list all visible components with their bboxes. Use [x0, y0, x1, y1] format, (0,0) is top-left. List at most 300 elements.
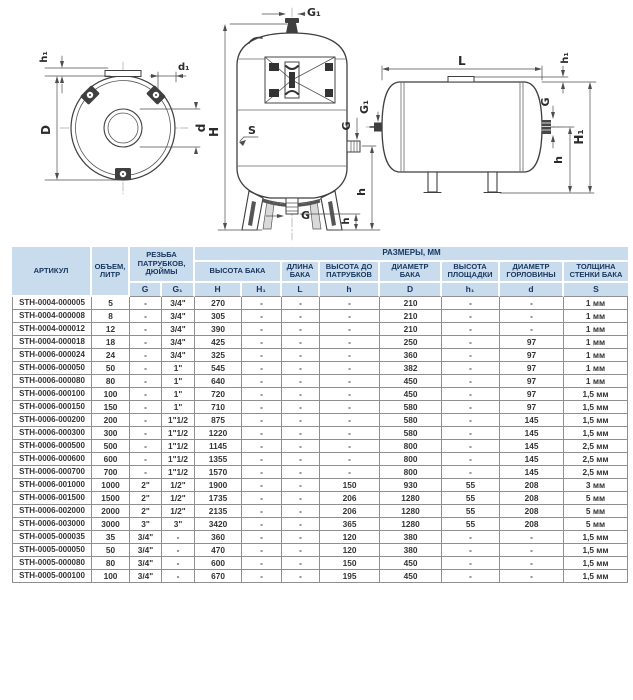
dim-label-d1: d₁	[178, 62, 190, 73]
cell-neck-d: -	[500, 544, 564, 557]
cell-neck-d: -	[500, 323, 564, 336]
cell-nozzle-h: -	[320, 427, 380, 440]
table-row	[12, 401, 628, 414]
cell-nozzle-h: 365	[320, 518, 380, 531]
cell-thread-g1: 1"1/2	[162, 466, 195, 479]
cell-platform-h1: -	[442, 362, 500, 375]
cell-length-l: -	[282, 414, 320, 427]
cell-volume: 100	[92, 570, 130, 583]
cell-height-h: 545	[195, 362, 242, 375]
cell-volume: 50	[92, 544, 130, 557]
spec-table-body	[12, 297, 628, 583]
cell-article: STH-0005-000050	[12, 544, 92, 557]
table-row	[12, 375, 628, 388]
cell-height-h1: -	[242, 518, 282, 531]
cell-neck-d: 208	[500, 518, 564, 531]
cell-height-h1: -	[242, 336, 282, 349]
symbol-H: H	[195, 283, 242, 297]
product-label	[265, 57, 335, 103]
table-row	[12, 570, 628, 583]
cell-height-h1: -	[242, 492, 282, 505]
table-row	[12, 479, 628, 492]
table-row	[12, 453, 628, 466]
cell-height-h: 360	[195, 531, 242, 544]
cell-length-l: -	[282, 323, 320, 336]
cell-thread-g: -	[130, 440, 162, 453]
cell-length-l: -	[282, 557, 320, 570]
cell-wall-s: 1 мм	[564, 375, 628, 388]
dim-label-h-right: h	[552, 156, 565, 164]
cell-article: STH-0004-000018	[12, 336, 92, 349]
cell-height-h1: -	[242, 323, 282, 336]
header-tank-height: ВЫСОТА БАКА	[195, 262, 282, 283]
cell-article: STH-0006-000200	[12, 414, 92, 427]
header-tank-length: ДЛИНА БАКА	[282, 262, 320, 283]
table-row	[12, 466, 628, 479]
cell-height-h1: -	[242, 544, 282, 557]
cell-platform-h1: -	[442, 336, 500, 349]
cell-neck-d: 145	[500, 440, 564, 453]
cell-length-l: -	[282, 492, 320, 505]
cell-diameter-d: 450	[380, 375, 442, 388]
cell-thread-g: -	[130, 362, 162, 375]
cell-platform-h1: -	[442, 349, 500, 362]
cell-neck-d: 97	[500, 362, 564, 375]
cell-wall-s: 1 мм	[564, 336, 628, 349]
cell-platform-h1: -	[442, 414, 500, 427]
cell-nozzle-h: 195	[320, 570, 380, 583]
cell-platform-h1: -	[442, 427, 500, 440]
cell-wall-s: 1,5 мм	[564, 401, 628, 414]
symbol-L: L	[282, 283, 320, 297]
cell-thread-g: -	[130, 375, 162, 388]
cell-wall-s: 1,5 мм	[564, 414, 628, 427]
cell-neck-d: -	[500, 310, 564, 323]
cell-height-h: 425	[195, 336, 242, 349]
cell-thread-g1: -	[162, 531, 195, 544]
cell-platform-h1: -	[442, 297, 500, 310]
cell-height-h1: -	[242, 479, 282, 492]
cell-diameter-d: 800	[380, 440, 442, 453]
cell-length-l: -	[282, 453, 320, 466]
table-row	[12, 544, 628, 557]
cell-volume: 1500	[92, 492, 130, 505]
header-article: АРТИКУЛ	[12, 247, 92, 297]
header-height-to-nozzles: ВЫСОТА ДО ПАТРУБКОВ	[320, 262, 380, 283]
cell-length-l: -	[282, 349, 320, 362]
header-platform-height: ВЫСОТА ПЛОЩАДКИ	[442, 262, 500, 283]
cell-thread-g: -	[130, 427, 162, 440]
cell-nozzle-h: -	[320, 401, 380, 414]
cell-thread-g1: 1"1/2	[162, 440, 195, 453]
table-row	[12, 427, 628, 440]
cell-thread-g: 3/4"	[130, 531, 162, 544]
cell-volume: 150	[92, 401, 130, 414]
cell-thread-g: -	[130, 323, 162, 336]
cell-volume: 300	[92, 427, 130, 440]
dim-label-G-side: G	[340, 121, 353, 131]
cell-height-h: 1570	[195, 466, 242, 479]
cell-wall-s: 1,5 мм	[564, 388, 628, 401]
cell-diameter-d: 1280	[380, 518, 442, 531]
table-row	[12, 336, 628, 349]
cell-wall-s: 1 мм	[564, 297, 628, 310]
cell-nozzle-h: 150	[320, 557, 380, 570]
cell-height-h1: -	[242, 570, 282, 583]
cell-volume: 80	[92, 557, 130, 570]
table-row	[12, 310, 628, 323]
cell-thread-g1: 3/4"	[162, 297, 195, 310]
cell-height-h1: -	[242, 362, 282, 375]
cell-height-h: 1220	[195, 427, 242, 440]
cell-wall-s: 1,5 мм	[564, 557, 628, 570]
cell-volume: 2000	[92, 505, 130, 518]
cell-neck-d: 97	[500, 401, 564, 414]
table-row	[12, 323, 628, 336]
cell-diameter-d: 450	[380, 388, 442, 401]
table-row	[12, 362, 628, 375]
cell-volume: 700	[92, 466, 130, 479]
cell-platform-h1: -	[442, 388, 500, 401]
cell-thread-g1: 1/2"	[162, 505, 195, 518]
vertical-tank-drawing	[207, 6, 380, 240]
cell-volume: 12	[92, 323, 130, 336]
cell-diameter-d: 250	[380, 336, 442, 349]
cell-wall-s: 1 мм	[564, 310, 628, 323]
cell-thread-g1: 3/4"	[162, 349, 195, 362]
header-dimensions: РАЗМЕРЫ, ММ	[195, 247, 628, 262]
cell-thread-g: 2"	[130, 492, 162, 505]
cell-length-l: -	[282, 518, 320, 531]
symbol-H1: H₁	[242, 283, 282, 297]
cell-height-h: 305	[195, 310, 242, 323]
cell-height-h: 720	[195, 388, 242, 401]
cell-length-l: -	[282, 479, 320, 492]
cell-height-h: 1900	[195, 479, 242, 492]
cell-neck-d: 97	[500, 336, 564, 349]
cell-height-h1: -	[242, 427, 282, 440]
cell-diameter-d: 580	[380, 427, 442, 440]
cell-neck-d: -	[500, 531, 564, 544]
spec-table	[12, 247, 628, 583]
cell-nozzle-h: -	[320, 297, 380, 310]
cell-diameter-d: 450	[380, 557, 442, 570]
cell-thread-g1: 1"	[162, 362, 195, 375]
cell-article: STH-0006-000150	[12, 401, 92, 414]
cell-diameter-d: 580	[380, 414, 442, 427]
cell-article: STH-0006-001000	[12, 479, 92, 492]
cell-thread-g: -	[130, 297, 162, 310]
cell-nozzle-h: 120	[320, 531, 380, 544]
cell-height-h: 670	[195, 570, 242, 583]
cell-nozzle-h: -	[320, 375, 380, 388]
cell-diameter-d: 450	[380, 570, 442, 583]
cell-thread-g1: 3/4"	[162, 336, 195, 349]
cell-platform-h1: -	[442, 570, 500, 583]
dim-label-d: d	[194, 123, 208, 133]
cell-article: STH-0006-000100	[12, 388, 92, 401]
cell-diameter-d: 380	[380, 544, 442, 557]
cell-article: STH-0006-001500	[12, 492, 92, 505]
cell-nozzle-h: -	[320, 388, 380, 401]
cell-thread-g1: -	[162, 544, 195, 557]
cell-thread-g: -	[130, 349, 162, 362]
cell-platform-h1: -	[442, 466, 500, 479]
cell-length-l: -	[282, 388, 320, 401]
cell-height-h: 390	[195, 323, 242, 336]
dim-label-h1-top: h₁	[39, 51, 50, 63]
cell-height-h1: -	[242, 414, 282, 427]
dim-label-h-bottom: h	[341, 217, 352, 225]
cell-diameter-d: 930	[380, 479, 442, 492]
cell-nozzle-h: -	[320, 453, 380, 466]
cell-wall-s: 5 мм	[564, 492, 628, 505]
cell-height-h1: -	[242, 466, 282, 479]
cell-length-l: -	[282, 505, 320, 518]
cell-nozzle-h: 120	[320, 544, 380, 557]
cell-thread-g1: 1"	[162, 375, 195, 388]
cell-article: STH-0004-000012	[12, 323, 92, 336]
cell-length-l: -	[282, 375, 320, 388]
cell-height-h1: -	[242, 310, 282, 323]
cell-thread-g1: 1/2"	[162, 492, 195, 505]
cell-diameter-d: 580	[380, 401, 442, 414]
cell-article: STH-0006-003000	[12, 518, 92, 531]
cell-thread-g: -	[130, 310, 162, 323]
cell-height-h: 2135	[195, 505, 242, 518]
header-volume: ОБЪЕМ, ЛИТР	[92, 247, 130, 297]
cell-length-l: -	[282, 336, 320, 349]
table-row	[12, 388, 628, 401]
cell-platform-h1: -	[442, 323, 500, 336]
cell-thread-g: 3/4"	[130, 557, 162, 570]
cell-diameter-d: 210	[380, 323, 442, 336]
cell-platform-h1: -	[442, 453, 500, 466]
cell-platform-h1: -	[442, 531, 500, 544]
cell-wall-s: 5 мм	[564, 518, 628, 531]
dim-label-H1: H₁	[572, 129, 586, 145]
cell-volume: 5	[92, 297, 130, 310]
cell-nozzle-h: 206	[320, 492, 380, 505]
cell-length-l: -	[282, 427, 320, 440]
cell-platform-h1: -	[442, 544, 500, 557]
dim-label-H: H	[207, 126, 221, 138]
cell-diameter-d: 210	[380, 297, 442, 310]
cell-platform-h1: 55	[442, 479, 500, 492]
cell-volume: 200	[92, 414, 130, 427]
cell-height-h: 710	[195, 401, 242, 414]
cell-wall-s: 2,5 мм	[564, 466, 628, 479]
dim-label-h1-right: h₁	[560, 52, 571, 64]
cell-length-l: -	[282, 466, 320, 479]
cell-article: STH-0006-000080	[12, 375, 92, 388]
cell-height-h: 1355	[195, 453, 242, 466]
cell-height-h: 270	[195, 297, 242, 310]
cell-wall-s: 2,5 мм	[564, 453, 628, 466]
cell-platform-h1: 55	[442, 492, 500, 505]
cell-height-h1: -	[242, 375, 282, 388]
cell-thread-g: 2"	[130, 505, 162, 518]
cell-neck-d: 145	[500, 453, 564, 466]
cell-height-h: 470	[195, 544, 242, 557]
cell-diameter-d: 210	[380, 310, 442, 323]
cell-wall-s: 1,5 мм	[564, 544, 628, 557]
cell-thread-g: -	[130, 414, 162, 427]
cell-neck-d: 145	[500, 414, 564, 427]
cell-neck-d: 208	[500, 505, 564, 518]
horizontal-tank-drawing	[358, 52, 596, 193]
cell-height-h1: -	[242, 388, 282, 401]
cell-volume: 8	[92, 310, 130, 323]
cell-neck-d: 145	[500, 466, 564, 479]
cell-wall-s: 1,5 мм	[564, 570, 628, 583]
cell-height-h1: -	[242, 557, 282, 570]
cell-nozzle-h: -	[320, 466, 380, 479]
cell-platform-h1: 55	[442, 518, 500, 531]
cell-thread-g: -	[130, 466, 162, 479]
cell-thread-g1: -	[162, 570, 195, 583]
dim-label-G1-top: G₁	[307, 6, 321, 19]
cell-volume: 3000	[92, 518, 130, 531]
dim-label-D: D	[39, 125, 53, 135]
header-neck-diameter: ДИАМЕТР ГОРЛОВИНЫ	[500, 262, 564, 283]
cell-thread-g: -	[130, 453, 162, 466]
cell-height-h1: -	[242, 440, 282, 453]
table-row	[12, 297, 628, 310]
cell-platform-h1: 55	[442, 505, 500, 518]
cell-thread-g: 3"	[130, 518, 162, 531]
cell-thread-g: 2"	[130, 479, 162, 492]
cell-height-h: 1735	[195, 492, 242, 505]
cell-neck-d: 97	[500, 375, 564, 388]
cell-neck-d: 208	[500, 492, 564, 505]
symbol-G: G	[130, 283, 162, 297]
cell-platform-h1: -	[442, 401, 500, 414]
cell-thread-g: -	[130, 401, 162, 414]
cell-height-h1: -	[242, 505, 282, 518]
symbol-h1: h₁	[442, 283, 500, 297]
cell-volume: 18	[92, 336, 130, 349]
spec-table-header	[12, 247, 628, 297]
cell-volume: 500	[92, 440, 130, 453]
cell-article: STH-0005-000035	[12, 531, 92, 544]
header-tank-diameter: ДИАМЕТР БАКА	[380, 262, 442, 283]
cell-height-h: 640	[195, 375, 242, 388]
cell-nozzle-h: -	[320, 362, 380, 375]
table-row	[12, 518, 628, 531]
cell-nozzle-h: -	[320, 310, 380, 323]
cell-length-l: -	[282, 544, 320, 557]
table-row	[12, 531, 628, 544]
cell-neck-d: 145	[500, 427, 564, 440]
table-row	[12, 505, 628, 518]
cell-diameter-d: 1280	[380, 492, 442, 505]
cell-platform-h1: -	[442, 557, 500, 570]
cell-neck-d: -	[500, 570, 564, 583]
cell-thread-g1: 1/2"	[162, 479, 195, 492]
cell-platform-h1: -	[442, 310, 500, 323]
cell-nozzle-h: 206	[320, 505, 380, 518]
cell-height-h1: -	[242, 349, 282, 362]
cell-article: STH-0006-002000	[12, 505, 92, 518]
cell-diameter-d: 360	[380, 349, 442, 362]
cell-diameter-d: 800	[380, 453, 442, 466]
symbol-S: S	[564, 283, 628, 297]
cell-length-l: -	[282, 401, 320, 414]
cell-thread-g: 3/4"	[130, 544, 162, 557]
cell-nozzle-h: -	[320, 336, 380, 349]
cell-neck-d: -	[500, 297, 564, 310]
cell-thread-g1: 3/4"	[162, 310, 195, 323]
header-thread: РЕЗЬБА ПАТРУБКОВ, ДЮЙМЫ	[130, 247, 195, 283]
cell-wall-s: 1 мм	[564, 362, 628, 375]
cell-platform-h1: -	[442, 375, 500, 388]
symbol-D: D	[380, 283, 442, 297]
cell-wall-s: 1 мм	[564, 349, 628, 362]
cell-length-l: -	[282, 297, 320, 310]
cell-thread-g1: 3"	[162, 518, 195, 531]
symbol-d: d	[500, 283, 564, 297]
table-row	[12, 414, 628, 427]
cell-nozzle-h: -	[320, 414, 380, 427]
cell-wall-s: 1 мм	[564, 323, 628, 336]
technical-drawings	[0, 0, 633, 246]
cell-height-h1: -	[242, 531, 282, 544]
cell-article: STH-0006-000300	[12, 427, 92, 440]
cell-diameter-d: 380	[380, 531, 442, 544]
cell-wall-s: 2,5 мм	[564, 440, 628, 453]
cell-length-l: -	[282, 310, 320, 323]
cell-length-l: -	[282, 362, 320, 375]
cell-article: STH-0006-000024	[12, 349, 92, 362]
table-row	[12, 557, 628, 570]
cell-thread-g1: 1"	[162, 388, 195, 401]
cell-article: STH-0006-000700	[12, 466, 92, 479]
cell-article: STH-0006-000050	[12, 362, 92, 375]
cell-height-h: 1145	[195, 440, 242, 453]
cell-nozzle-h: -	[320, 323, 380, 336]
cell-height-h: 3420	[195, 518, 242, 531]
cell-diameter-d: 800	[380, 466, 442, 479]
cell-diameter-d: 382	[380, 362, 442, 375]
cell-volume: 1000	[92, 479, 130, 492]
cell-length-l: -	[282, 531, 320, 544]
cell-thread-g1: 1"1/2	[162, 414, 195, 427]
symbol-G1: G₁	[162, 283, 195, 297]
cell-neck-d: 97	[500, 349, 564, 362]
cell-article: STH-0006-000500	[12, 440, 92, 453]
cell-thread-g: -	[130, 388, 162, 401]
dim-label-G-right: G	[539, 97, 552, 107]
cell-volume: 35	[92, 531, 130, 544]
cell-thread-g: -	[130, 336, 162, 349]
header-wall-thickness: ТОЛЩИНА СТЕНКИ БАКА	[564, 262, 628, 283]
cell-height-h: 875	[195, 414, 242, 427]
dim-label-G1-left: G₁	[358, 100, 371, 114]
cell-volume: 600	[92, 453, 130, 466]
cell-thread-g1: 1"1/2	[162, 453, 195, 466]
cell-nozzle-h: -	[320, 349, 380, 362]
top-view-drawing	[39, 51, 208, 194]
cell-thread-g1: 1"1/2	[162, 427, 195, 440]
symbol-h: h	[320, 283, 380, 297]
cell-wall-s: 1,5 мм	[564, 427, 628, 440]
cell-article: STH-0005-000100	[12, 570, 92, 583]
cell-length-l: -	[282, 570, 320, 583]
cell-height-h1: -	[242, 401, 282, 414]
cell-height-h: 600	[195, 557, 242, 570]
cell-length-l: -	[282, 440, 320, 453]
